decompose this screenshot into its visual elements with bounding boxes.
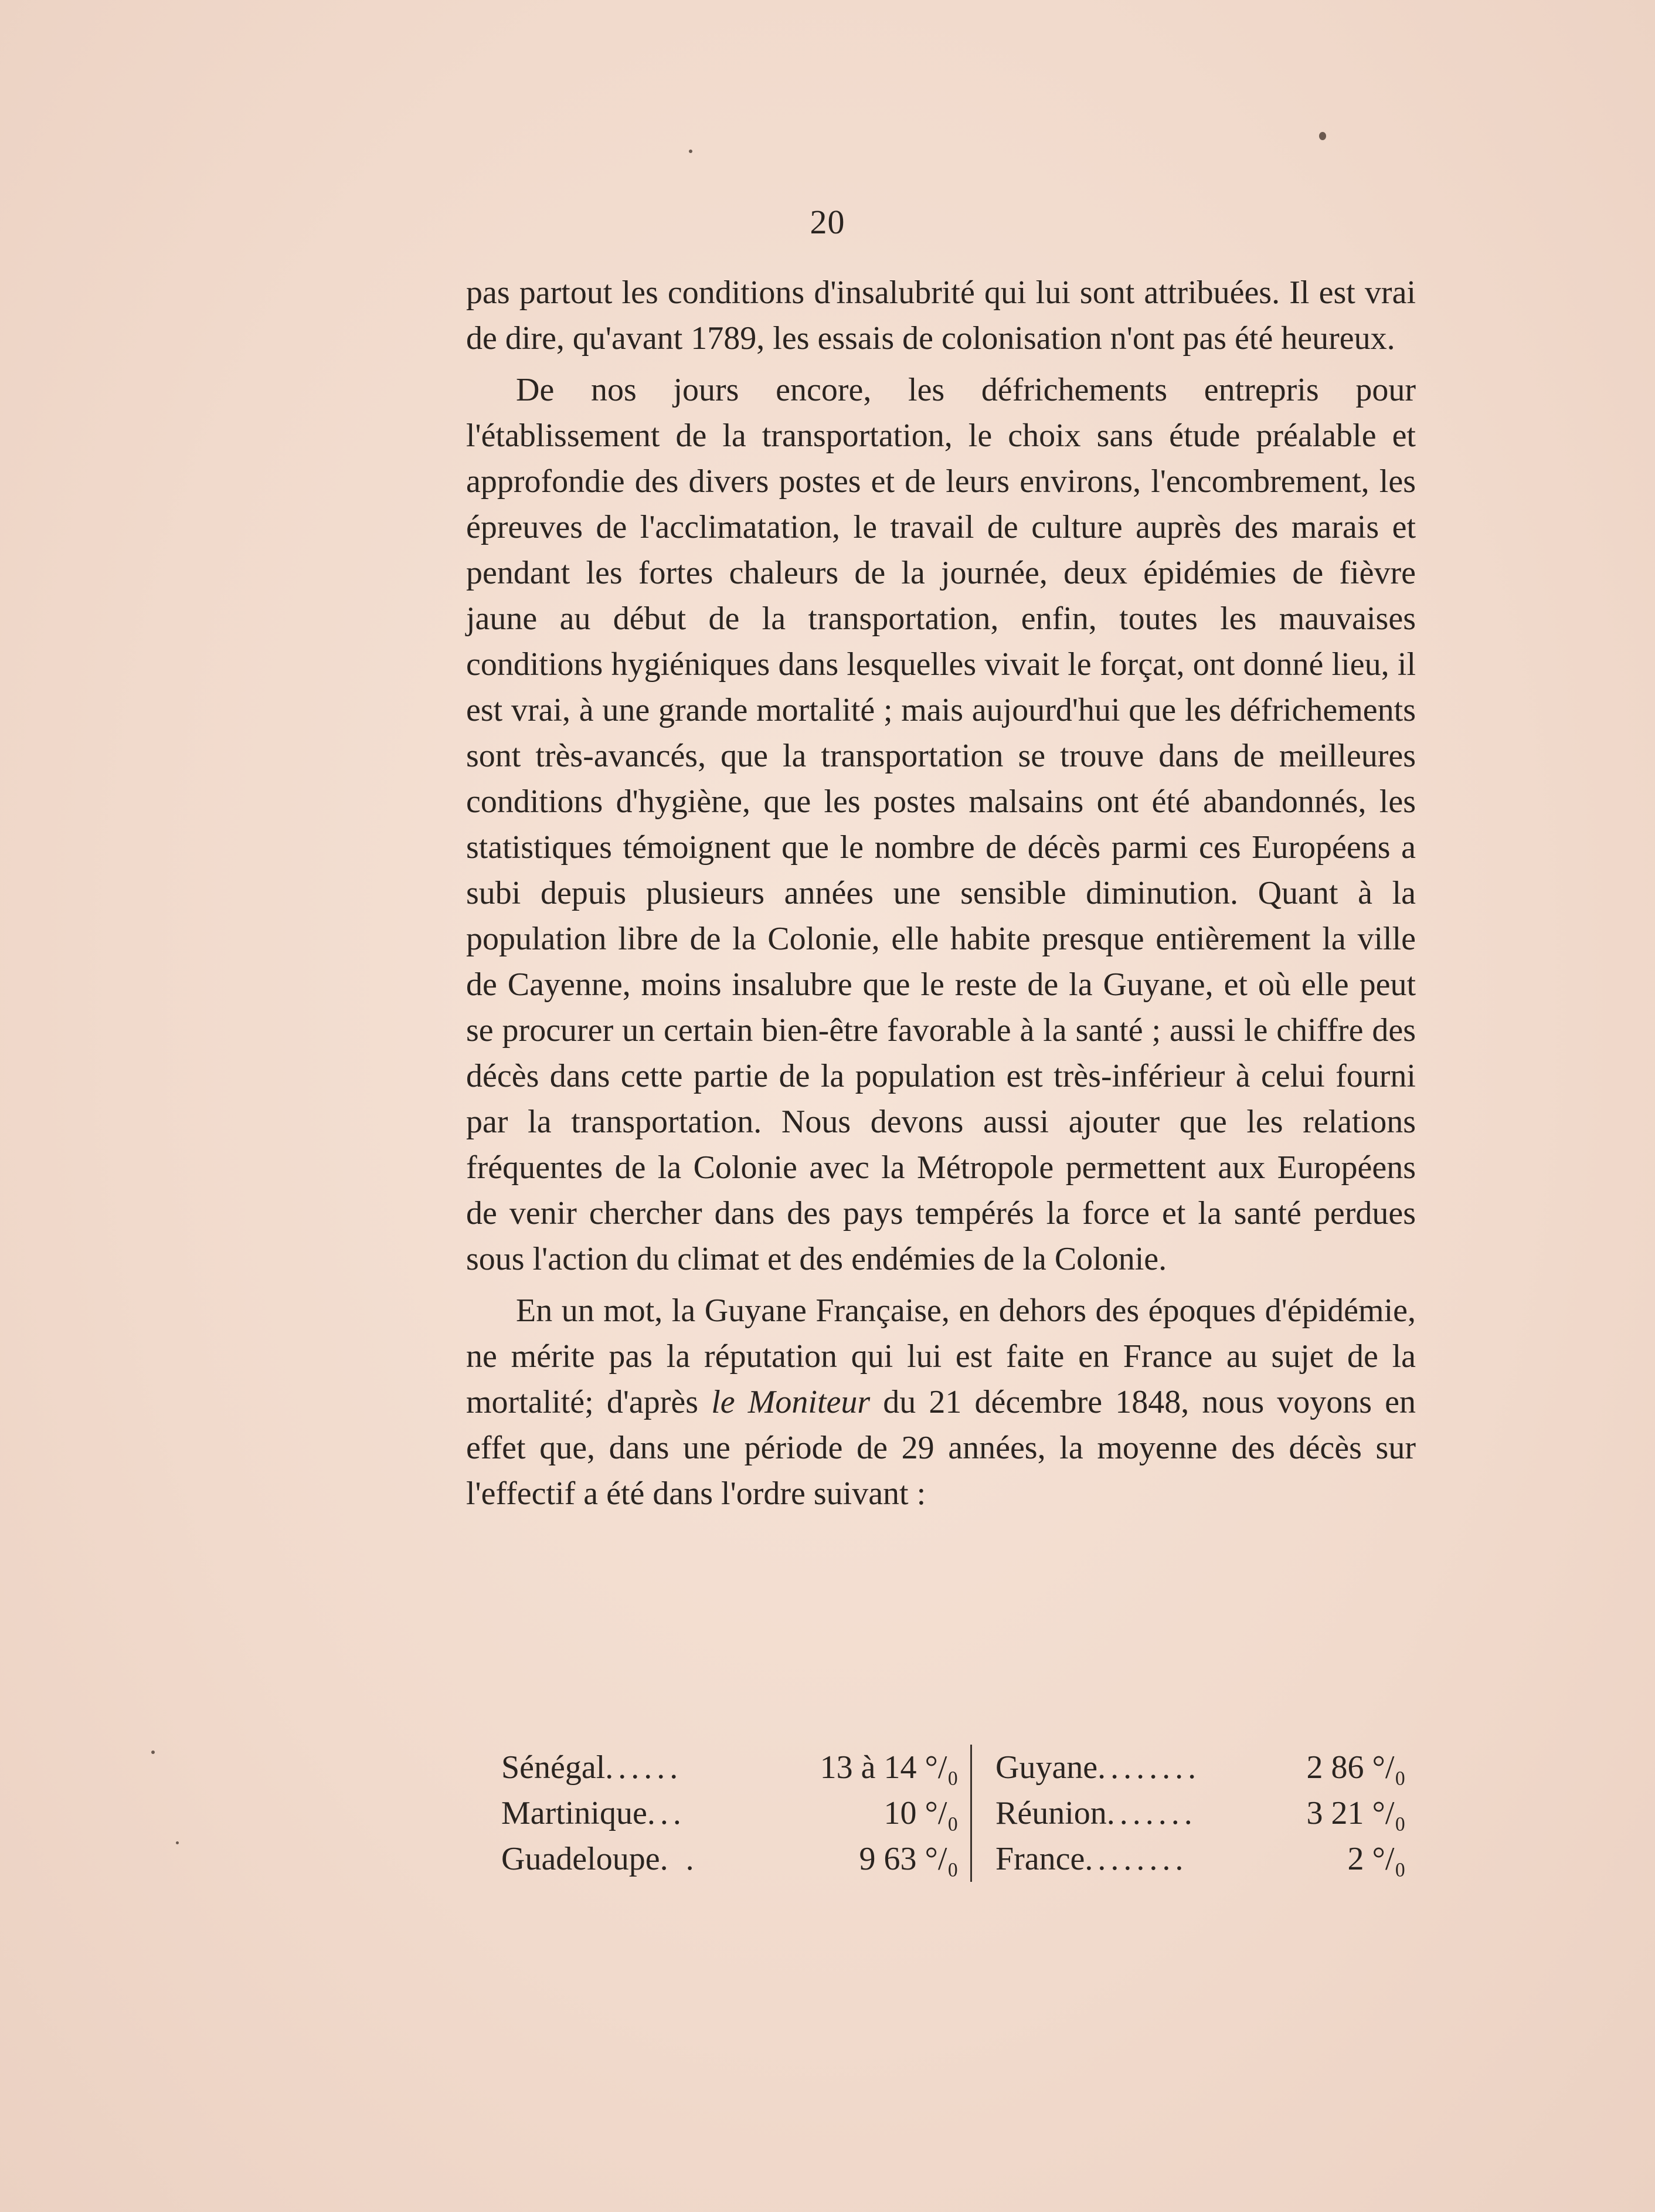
colony-label: Réunion xyxy=(995,1795,1107,1831)
leader-dots: ........ xyxy=(1097,1749,1201,1786)
mortality-value: 3 21 °/₀ xyxy=(1306,1795,1406,1831)
table-row xyxy=(501,1745,959,1790)
colony-label: France xyxy=(995,1841,1085,1877)
colony-label: Guyane xyxy=(995,1749,1098,1786)
paragraph-3 xyxy=(466,1288,1416,1516)
table-row xyxy=(501,1790,959,1836)
table-row xyxy=(501,1836,959,1882)
mortality-value: 9 63 °/₀ xyxy=(859,1841,959,1877)
print-speck xyxy=(689,150,692,153)
mortality-value: 2 °/₀ xyxy=(1347,1841,1406,1877)
leader-dots: ... xyxy=(647,1795,686,1831)
mortality-value: 2 86 °/₀ xyxy=(1306,1749,1406,1786)
leader-dots: ...... xyxy=(605,1749,683,1786)
paragraph-2: De nos jours encore, les défrichements entrepris pour l'établissement de la transportation, le choix sans étude préalable et approfondie des divers postes et de leurs environs, l'encombrement, les épreuves de l'acclimatation, le travail de culture auprès des marais et pendant les fortes chaleurs de la journée, deux épidémies de fièvre jaune au début de la transportation, enfin, toutes les mauvaises conditions hygiéniques dans lesquelles vivait le forçat, ont donné lieu, il est vrai, à une grande mortalité ; mais aujourd'hui que les défrichements sont très-avancés, que la transportation se trouve dans de meilleures conditions d'hygiène, que les postes malsains ont été abandonnés, les statistiques témoignent que le nombre de décès parmi ces Européens a subi depuis plusieurs années une sensible diminution. Quant à la population libre de la Colonie, elle habite presque entièrement la ville de Cayenne, moins insalubre que le reste de la Guyane, et où elle peut se procurer un certain bien-être favorable à la santé ; aussi le chiffre des décès dans cette partie de la population est très-inférieur à celui fourni par la transportation. Nous devons aussi ajouter que les relations fréquentes de la Colonie avec la Métropole permettent aux Européens de venir chercher dans des pays tempérés la force et la santé perdues sous l'action du climat et des endémies de la Colonie. xyxy=(466,372,1416,1277)
colony-label: Martinique xyxy=(501,1795,647,1831)
print-speck xyxy=(176,1841,179,1844)
mortality-table xyxy=(501,1745,1416,1882)
mortality-value: 10 °/₀ xyxy=(883,1795,959,1831)
leader-dots: ........ xyxy=(1085,1841,1188,1877)
mortality-table-right-column xyxy=(972,1745,1406,1882)
paragraph-3-text-after: du 21 décembre 1848, nous voyons en effet que, dans une période de 29 années, la moyenne des décès sur l'effectif a été dans l'ordre suivant : xyxy=(466,1384,1416,1512)
colony-label: Guadeloupe xyxy=(501,1841,660,1877)
paragraph-3-text-before: En un mot, la Guyane Française, en dehors des époques d'épidémie, ne mérite pas la réputation qui lui est faite en France au sujet de la mortalité; d'après xyxy=(466,1292,1416,1420)
page-number: 20 xyxy=(810,203,845,241)
leader-dots: . . xyxy=(660,1841,699,1877)
newspaper-title: le Moniteur xyxy=(711,1384,871,1420)
table-row xyxy=(995,1745,1406,1790)
mortality-table-left-column xyxy=(501,1745,972,1882)
table-row xyxy=(995,1836,1406,1882)
mortality-value: 13 à 14 °/₀ xyxy=(820,1749,959,1786)
print-speck xyxy=(151,1750,155,1754)
colony-label: Sénégal xyxy=(501,1749,606,1786)
paragraph-1: pas partout les conditions d'insalubrité qui lui sont attribuées. Il est vrai de dire, qu'avant 1789, les essais de colonisation n'ont pas été heureux. xyxy=(466,274,1416,357)
print-speck xyxy=(1319,132,1326,140)
body-text xyxy=(466,270,1416,1516)
table-row xyxy=(995,1790,1406,1836)
leader-dots: ....... xyxy=(1106,1795,1197,1831)
